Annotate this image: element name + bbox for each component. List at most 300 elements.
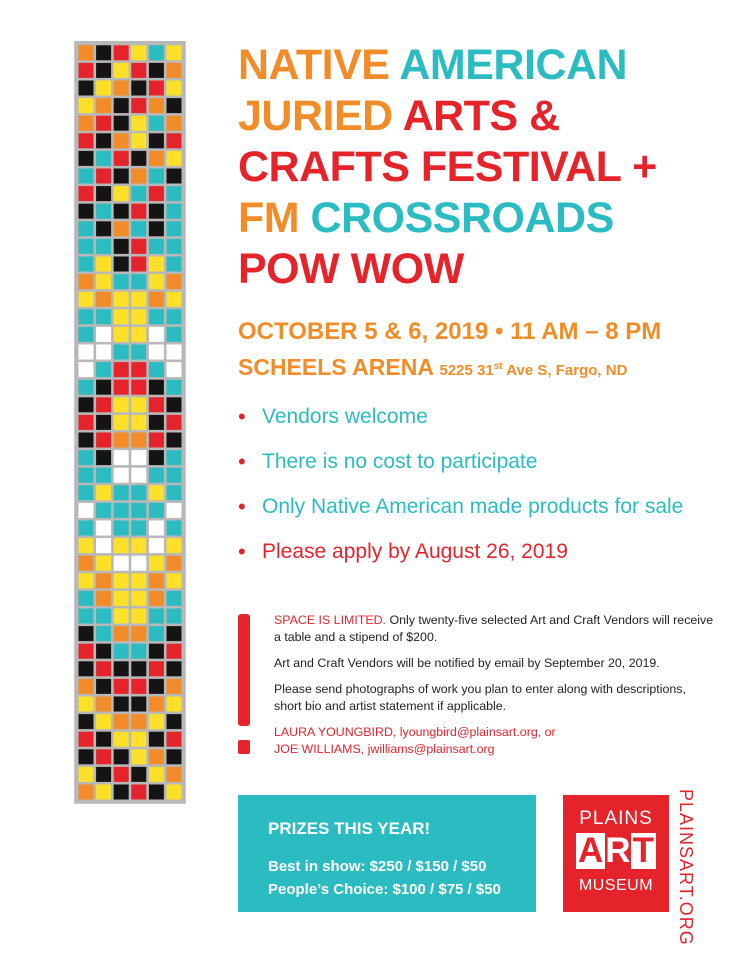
bead	[96, 644, 111, 659]
bead	[114, 626, 129, 641]
bead	[131, 450, 146, 465]
bead	[79, 661, 94, 676]
bead	[114, 696, 129, 711]
info-bullet-list	[238, 402, 683, 582]
bead	[96, 573, 111, 588]
bead	[131, 591, 146, 606]
bead	[166, 186, 181, 201]
logo-plains: PLAINS	[579, 808, 653, 829]
bead	[79, 415, 94, 430]
bead	[131, 168, 146, 183]
bead	[96, 679, 111, 694]
title-line-3	[238, 142, 708, 193]
bead	[166, 608, 181, 623]
bead	[131, 520, 146, 535]
logo-art-r: R	[605, 831, 631, 870]
bead	[79, 679, 94, 694]
bead	[96, 767, 111, 782]
logo-art-t: T	[632, 831, 654, 870]
bead	[166, 309, 181, 324]
bead	[96, 221, 111, 236]
title-american: AMERICAN	[399, 41, 628, 89]
contact-laura-youngbird: LAURA YOUNGBIRD, lyoungbird@plainsart.org, or	[274, 725, 556, 739]
bullet-text: Only Native American made products for sale	[262, 495, 684, 518]
bead	[114, 767, 129, 782]
bead	[166, 45, 181, 60]
bead	[166, 644, 181, 659]
bullet-item	[238, 402, 683, 447]
title-line-1	[238, 40, 708, 91]
bullet-text: Vendors welcome	[262, 405, 428, 428]
bead	[114, 168, 129, 183]
bead	[149, 380, 164, 395]
bead	[96, 168, 111, 183]
bead	[166, 397, 181, 412]
bead	[96, 98, 111, 113]
bullet-dot-icon: •	[238, 404, 246, 429]
bead	[79, 732, 94, 747]
bead	[96, 292, 111, 307]
bead	[79, 626, 94, 641]
bead	[114, 380, 129, 395]
title-crafts-festival: CRAFTS FESTIVAL	[238, 143, 621, 191]
bead	[114, 608, 129, 623]
bead	[114, 256, 129, 271]
bead	[96, 556, 111, 571]
bead	[79, 503, 94, 518]
bead	[114, 221, 129, 236]
bead	[166, 98, 181, 113]
bead	[166, 274, 181, 289]
bead	[131, 784, 146, 799]
bead	[79, 784, 94, 799]
bead	[149, 309, 164, 324]
bead	[149, 98, 164, 113]
title-juried: JURIED	[238, 92, 393, 140]
bead	[166, 116, 181, 131]
logo-museum: MUSEUM	[578, 877, 654, 894]
notice-submission-instructions: Please send photographs of work you plan to enter along with descriptions, short bio and artist statement if applicable.	[274, 682, 686, 713]
bead	[96, 608, 111, 623]
bead	[79, 362, 94, 377]
bead	[131, 63, 146, 78]
bead	[96, 485, 111, 500]
bead	[96, 450, 111, 465]
exclamation-icon	[238, 614, 250, 754]
bead	[114, 292, 129, 307]
bead	[79, 45, 94, 60]
bead	[114, 573, 129, 588]
bead	[149, 696, 164, 711]
bead	[166, 626, 181, 641]
bead	[114, 186, 129, 201]
bead	[166, 732, 181, 747]
bead	[114, 432, 129, 447]
bead	[166, 767, 181, 782]
bead	[149, 274, 164, 289]
bead	[149, 344, 164, 359]
bead	[79, 327, 94, 342]
bead	[131, 608, 146, 623]
bead	[79, 133, 94, 148]
bead	[149, 626, 164, 641]
bead	[131, 133, 146, 148]
bead	[96, 45, 111, 60]
bead	[149, 556, 164, 571]
bead	[96, 397, 111, 412]
bead	[166, 591, 181, 606]
bead	[79, 749, 94, 764]
bead	[96, 239, 111, 254]
bead	[166, 344, 181, 359]
bead	[114, 309, 129, 324]
bead	[114, 644, 129, 659]
bead	[114, 327, 129, 342]
bead	[114, 749, 129, 764]
title-plus: +	[632, 143, 657, 191]
bead	[131, 626, 146, 641]
best-in-show-prizes: Best in show: $250 / $150 / $50	[268, 858, 487, 875]
bead	[149, 151, 164, 166]
bead	[131, 239, 146, 254]
bead	[166, 256, 181, 271]
bead	[149, 63, 164, 78]
bullet-dot-icon: •	[238, 539, 246, 564]
bead	[114, 116, 129, 131]
prizes-heading: PRIZES THIS YEAR!	[268, 819, 431, 838]
logo-art-a: A	[578, 831, 604, 870]
bead	[166, 133, 181, 148]
bead	[114, 151, 129, 166]
bead	[114, 274, 129, 289]
bead	[131, 485, 146, 500]
bead	[131, 45, 146, 60]
bead	[166, 520, 181, 535]
bead	[96, 274, 111, 289]
bead	[96, 732, 111, 747]
bead	[79, 767, 94, 782]
bead	[131, 749, 146, 764]
bead	[79, 344, 94, 359]
bead	[166, 468, 181, 483]
bead	[79, 538, 94, 553]
bead	[96, 538, 111, 553]
bead	[166, 362, 181, 377]
bead	[96, 661, 111, 676]
address-ordinal: st	[493, 361, 503, 372]
bead	[79, 186, 94, 201]
bead	[131, 309, 146, 324]
bead	[149, 133, 164, 148]
bead	[131, 556, 146, 571]
bead	[114, 679, 129, 694]
title-pow-wow: POW WOW	[238, 245, 464, 293]
bead	[166, 538, 181, 553]
bead	[79, 591, 94, 606]
bead	[131, 151, 146, 166]
bead	[149, 749, 164, 764]
bead	[131, 661, 146, 676]
bead	[166, 714, 181, 729]
bead	[114, 415, 129, 430]
bead	[79, 485, 94, 500]
bead	[149, 520, 164, 535]
bead	[166, 415, 181, 430]
bead	[114, 661, 129, 676]
venue-name: SCHEELS ARENA	[238, 354, 434, 380]
bead	[149, 204, 164, 219]
bead	[96, 151, 111, 166]
bead	[114, 45, 129, 60]
bead	[79, 274, 94, 289]
bead	[149, 538, 164, 553]
bead	[114, 732, 129, 747]
bead	[79, 309, 94, 324]
bead	[114, 784, 129, 799]
bead	[166, 380, 181, 395]
bead	[79, 397, 94, 412]
bead	[166, 556, 181, 571]
bead	[149, 468, 164, 483]
bead	[79, 98, 94, 113]
space-limited-label: SPACE IS LIMITED.	[274, 613, 386, 627]
bead	[166, 63, 181, 78]
bead	[96, 714, 111, 729]
bead	[79, 696, 94, 711]
festival-title	[238, 40, 708, 295]
bead-pattern-border	[45, 41, 215, 804]
bead	[131, 80, 146, 95]
bullet-dot-icon: •	[238, 494, 246, 519]
title-line-4	[238, 193, 708, 244]
bullet-text: There is no cost to participate	[262, 450, 538, 473]
bullet-dot-icon: •	[238, 449, 246, 474]
bead	[114, 344, 129, 359]
bead	[166, 573, 181, 588]
notice-paragraph-1	[274, 612, 714, 646]
bullet-text: Please apply by August 26, 2019	[262, 540, 568, 563]
bead	[149, 485, 164, 500]
bead	[131, 204, 146, 219]
bead	[149, 397, 164, 412]
bead	[149, 80, 164, 95]
bead	[131, 274, 146, 289]
vendor-notice	[274, 612, 714, 758]
bead	[131, 116, 146, 131]
bead	[114, 714, 129, 729]
bead	[166, 221, 181, 236]
bead	[79, 556, 94, 571]
bead	[114, 520, 129, 535]
bead	[149, 415, 164, 430]
bead	[166, 432, 181, 447]
bead	[131, 380, 146, 395]
bead	[79, 608, 94, 623]
bead	[114, 204, 129, 219]
bead	[131, 397, 146, 412]
bead	[149, 608, 164, 623]
event-date-time: OCTOBER 5 & 6, 2019 • 11 AM – 8 PM	[238, 318, 662, 345]
bead	[96, 468, 111, 483]
bead	[114, 485, 129, 500]
bead	[96, 380, 111, 395]
bead	[149, 714, 164, 729]
bead	[96, 133, 111, 148]
bead	[131, 679, 146, 694]
bead	[166, 696, 181, 711]
bead	[114, 362, 129, 377]
bead	[79, 256, 94, 271]
bead	[96, 626, 111, 641]
bead	[149, 362, 164, 377]
bullet-item	[238, 492, 683, 537]
bead	[149, 239, 164, 254]
bead	[131, 573, 146, 588]
bead	[79, 63, 94, 78]
bead	[149, 661, 164, 676]
bullet-item	[238, 537, 683, 582]
notice-stipend-text: Only twenty-five selected Art and Craft Vendors will receive a table and a stipend of $200.	[274, 613, 714, 644]
bead	[166, 784, 181, 799]
bead	[79, 116, 94, 131]
bead	[131, 696, 146, 711]
bead	[114, 63, 129, 78]
bead	[131, 503, 146, 518]
bead	[149, 732, 164, 747]
bead	[131, 415, 146, 430]
bead	[96, 80, 111, 95]
bead	[149, 644, 164, 659]
prizes-box	[238, 795, 536, 912]
bead	[114, 450, 129, 465]
venue-address	[440, 362, 628, 379]
bead	[166, 450, 181, 465]
bead	[149, 116, 164, 131]
bead	[166, 503, 181, 518]
bead	[79, 380, 94, 395]
bead	[131, 767, 146, 782]
bead	[79, 239, 94, 254]
title-native: NATIVE	[238, 41, 390, 89]
bead	[166, 239, 181, 254]
bead	[149, 256, 164, 271]
bead	[79, 468, 94, 483]
bead	[96, 256, 111, 271]
bead	[96, 784, 111, 799]
bead	[131, 256, 146, 271]
bead	[79, 80, 94, 95]
bead	[149, 591, 164, 606]
bullet-item	[238, 447, 683, 492]
contact-joe-williams: JOE WILLIAMS, jwilliams@plainsart.org	[274, 742, 495, 756]
bead	[166, 679, 181, 694]
website-url: PLAINSART.ORG	[676, 789, 696, 946]
title-line-2	[238, 91, 708, 142]
bead	[79, 520, 94, 535]
title-arts: ARTS &	[402, 92, 560, 140]
bead	[166, 661, 181, 676]
notice-notification-date: Art and Craft Vendors will be notified by email by September 20, 2019.	[274, 656, 660, 670]
bead	[149, 450, 164, 465]
bead	[79, 221, 94, 236]
bead	[149, 573, 164, 588]
bead	[166, 151, 181, 166]
bead	[79, 292, 94, 307]
bead	[79, 573, 94, 588]
bead	[149, 432, 164, 447]
bead	[79, 450, 94, 465]
bead	[114, 98, 129, 113]
logo-art	[571, 833, 661, 869]
bead	[166, 204, 181, 219]
bead	[131, 344, 146, 359]
bead	[149, 292, 164, 307]
bead	[79, 714, 94, 729]
bead	[79, 151, 94, 166]
bead	[114, 503, 129, 518]
event-venue	[238, 354, 627, 381]
bead	[149, 186, 164, 201]
bead	[149, 221, 164, 236]
bead	[149, 767, 164, 782]
bead	[166, 749, 181, 764]
bead	[166, 327, 181, 342]
bead	[166, 485, 181, 500]
bead	[79, 644, 94, 659]
bead	[79, 432, 94, 447]
bead	[166, 80, 181, 95]
bead	[96, 344, 111, 359]
bead	[149, 784, 164, 799]
bead	[96, 63, 111, 78]
address-number: 5225 31	[439, 362, 494, 379]
bead	[114, 591, 129, 606]
title-crossroads: CROSSROADS	[310, 194, 614, 242]
peoples-choice-prizes: People’s Choice: $100 / $75 / $50	[268, 881, 501, 898]
bead	[96, 503, 111, 518]
bead	[114, 239, 129, 254]
title-fm: FM	[238, 194, 300, 242]
bead	[96, 309, 111, 324]
bead	[96, 749, 111, 764]
bead	[96, 116, 111, 131]
bead	[114, 80, 129, 95]
bead	[131, 644, 146, 659]
bead	[96, 415, 111, 430]
bead	[114, 538, 129, 553]
bead	[131, 186, 146, 201]
bead	[166, 168, 181, 183]
plains-art-museum-logo	[563, 795, 669, 912]
bead	[79, 204, 94, 219]
bead	[131, 714, 146, 729]
bead	[96, 204, 111, 219]
bead	[131, 221, 146, 236]
bead	[131, 732, 146, 747]
bead	[96, 520, 111, 535]
bead	[96, 186, 111, 201]
bead	[149, 679, 164, 694]
bead	[114, 468, 129, 483]
bead	[96, 362, 111, 377]
bead	[79, 168, 94, 183]
bead	[131, 468, 146, 483]
bead	[149, 503, 164, 518]
bead	[114, 556, 129, 571]
bead	[149, 168, 164, 183]
bead	[166, 292, 181, 307]
bead	[149, 327, 164, 342]
